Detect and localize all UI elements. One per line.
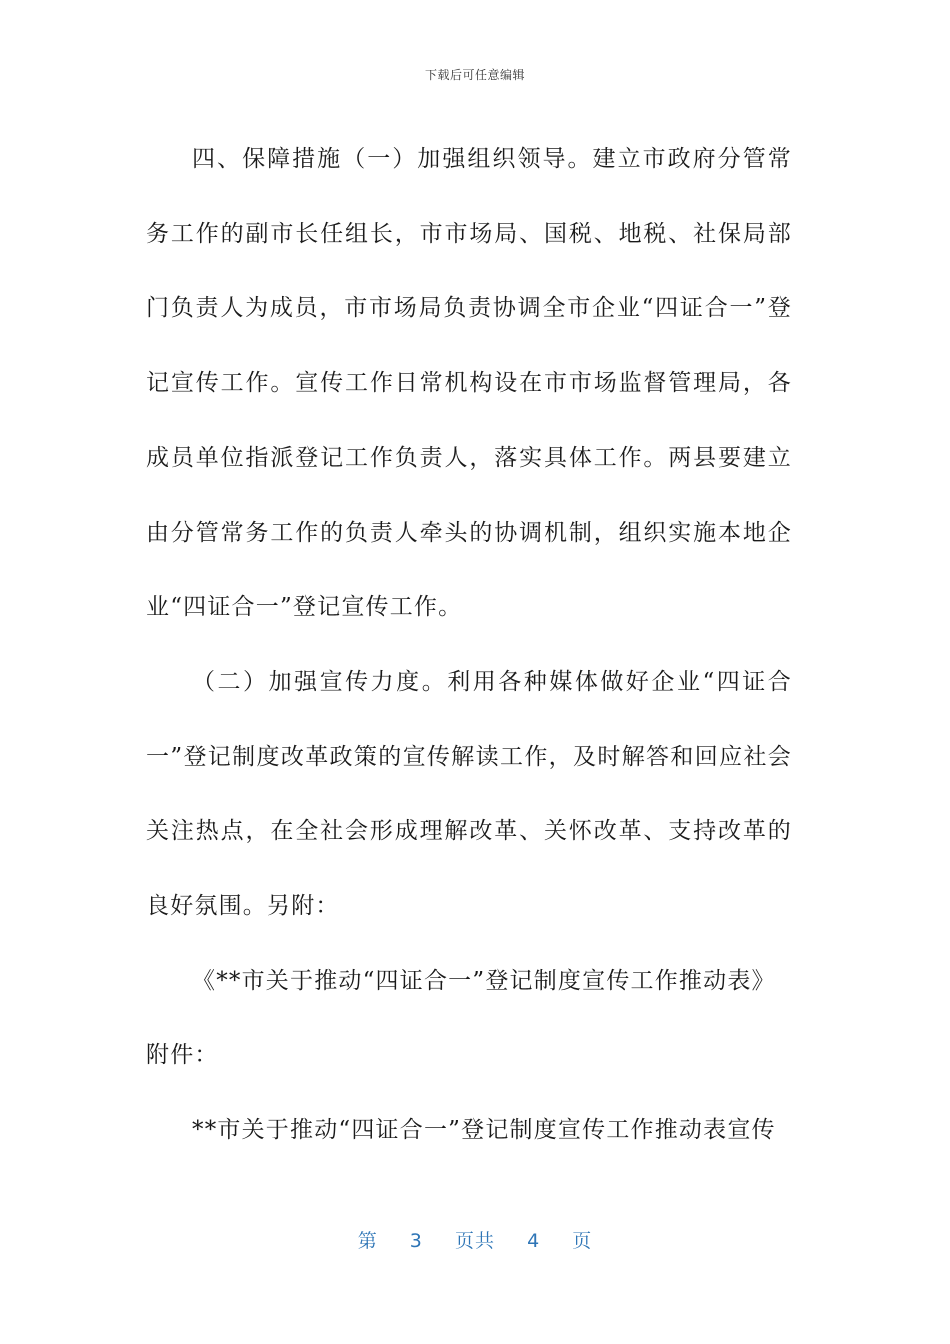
footer-prefix: 第 xyxy=(357,1230,378,1252)
page-number-footer xyxy=(0,1226,950,1253)
footer-suffix: 页 xyxy=(572,1230,593,1252)
footer-total-pages: 4 xyxy=(527,1230,541,1252)
header-note: 下载后可任意编辑 xyxy=(424,68,525,82)
paragraph-publicity-efforts: （二）加强宣传力度。利用各种媒体做好企业“四证合一”登记制度改革政策的宣传解读工作，及时解答和回应社会关注热点，在全社会形成理解改革、关怀改革、支持改革的良好氛围。另附： xyxy=(146,668,792,920)
footer-middle: 页共 xyxy=(454,1230,495,1252)
paragraph-safeguard-measures: 四、保障措施（一）加强组织领导。建立市政府分管常务工作的副市长任组长，市市场局、国税、地税、社保局部门负责人为成员，市市场局负责协调全市企业“四证合一”登记宣传工作。宣传工作日常机构设在市市场监督管理局，各成员单位指派登记工作负责人，落实具体工作。两县要建立由分管常务工作的负责人牵头的协调机制，组织实施本地企业“四证合一”登记宣传工作。 xyxy=(146,146,792,621)
paragraph-attachment-heading: **市关于推动“四证合一”登记制度宣传工作推动表宣传 xyxy=(192,1117,776,1144)
paragraph-attached-table-title: 《**市关于推动“四证合一”登记制度宣传工作推动表》 xyxy=(192,967,776,994)
footer-current-page: 3 xyxy=(409,1230,423,1252)
document-body xyxy=(146,122,792,1168)
paragraph-attachment-label: 附件： xyxy=(146,1042,219,1069)
